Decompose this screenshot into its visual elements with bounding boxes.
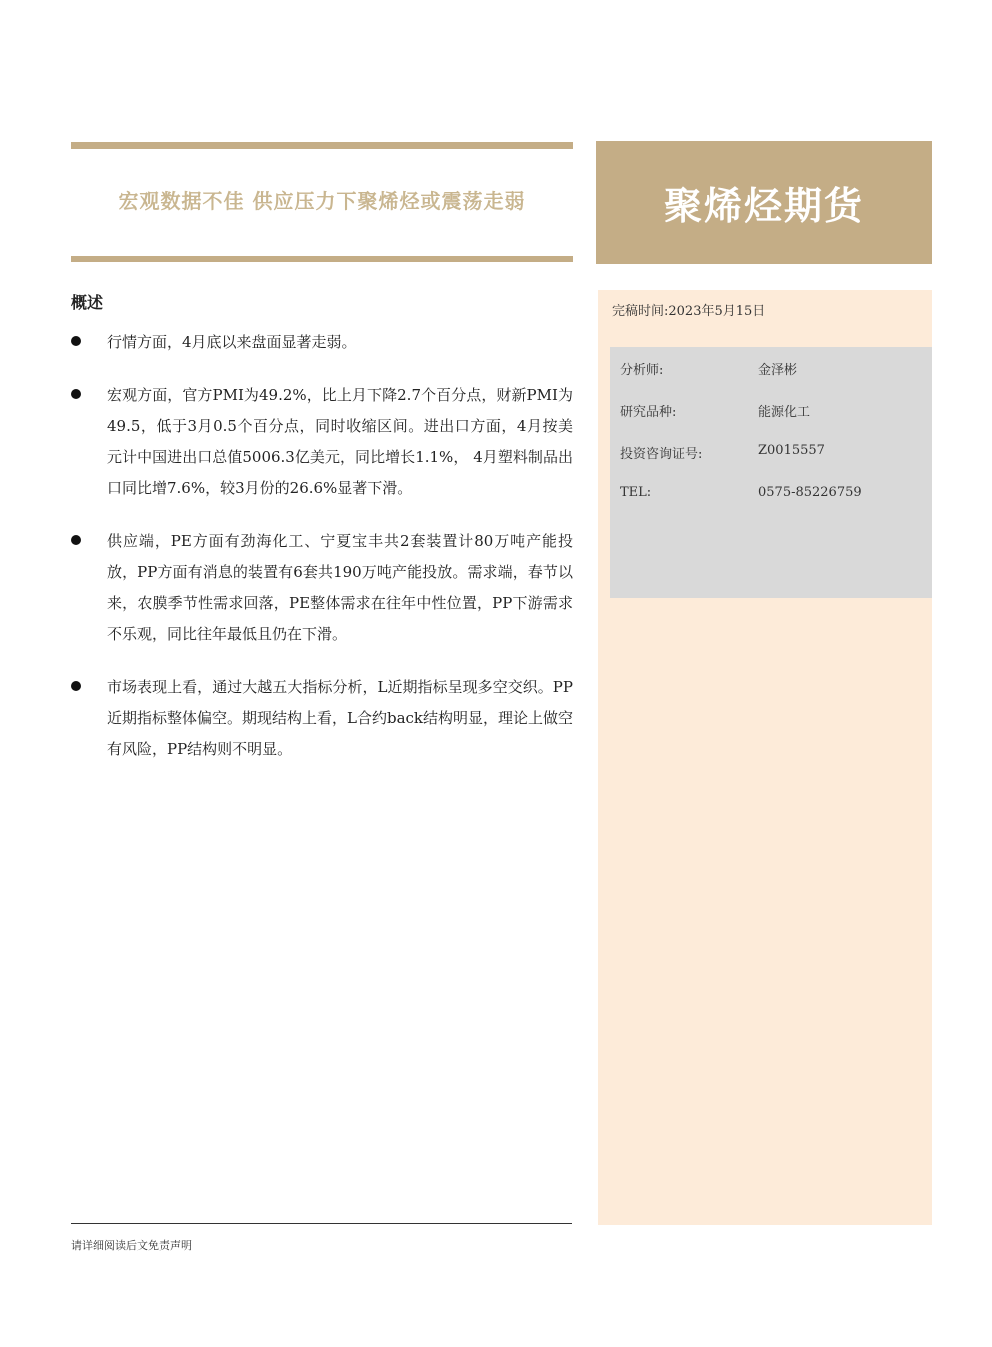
- bullet-dot-icon: [71, 389, 81, 399]
- product-banner: [596, 141, 932, 264]
- overview-heading: 概述: [71, 293, 104, 312]
- license-label: 投资咨询证号:: [620, 447, 703, 462]
- tel-value: 0575-85226759: [758, 485, 862, 500]
- list-item: [71, 526, 573, 650]
- bullet-text: 宏观方面，官方PMI为49.2%，比上月下降2.7个百分点，财新PMI为49.5，低于3月0.5个百分点，同时收缩区间。进出口方面，4月按美元计中国进出口总值5006.3亿美元，同比增长1.1%， 4月塑料制品出口同比增7.6%，较3月份的26.6%显著下滑。: [107, 386, 573, 497]
- list-item: [71, 327, 573, 358]
- analyst-info-box: [610, 347, 932, 598]
- bullet-text: 市场表现上看，通过大越五大指标分析，L近期指标呈现多空交织。PP近期指标整体偏空。期现结构上看，L合约back结构明显，理论上做空有风险，PP结构则不明显。: [107, 678, 573, 758]
- bullet-dot-icon: [71, 681, 81, 691]
- bullet-dot-icon: [71, 535, 81, 545]
- product-title: 聚烯烃期货: [663, 184, 864, 228]
- license-value: Z0015557: [758, 443, 825, 458]
- tel-label: TEL:: [620, 485, 652, 500]
- analyst-label: 分析师:: [620, 363, 664, 378]
- overview-list: [71, 327, 573, 787]
- bullet-text: 供应端，PE方面有劲海化工、宁夏宝丰共2套装置计80万吨产能投放，PP方面有消息的装置有6套共190万吨产能投放。需求端，春节以来，农膜季节性需求回落，PE整体需求在往年中性位置，PP下游需求不乐观，同比往年最低且仍在下滑。: [107, 532, 573, 643]
- headline-bottom-rule: [71, 256, 573, 262]
- headline-top-rule: [71, 142, 573, 149]
- bullet-text: 行情方面，4月底以来盘面显著走弱。: [107, 333, 357, 351]
- completion-date: 完稿时间:2023年5月15日: [612, 304, 766, 319]
- bullet-dot-icon: [71, 336, 81, 346]
- research-variety-value: 能源化工: [758, 405, 811, 420]
- disclaimer-note: 请详细阅读后文免责声明: [71, 1239, 192, 1252]
- analyst-value: 金泽彬: [758, 363, 798, 378]
- list-item: [71, 380, 573, 504]
- report-headline: 宏观数据不佳 供应压力下聚烯烃或震荡走弱: [118, 189, 526, 213]
- footer-divider: [71, 1223, 572, 1224]
- research-variety-label: 研究品种:: [620, 405, 677, 420]
- list-item: [71, 672, 573, 765]
